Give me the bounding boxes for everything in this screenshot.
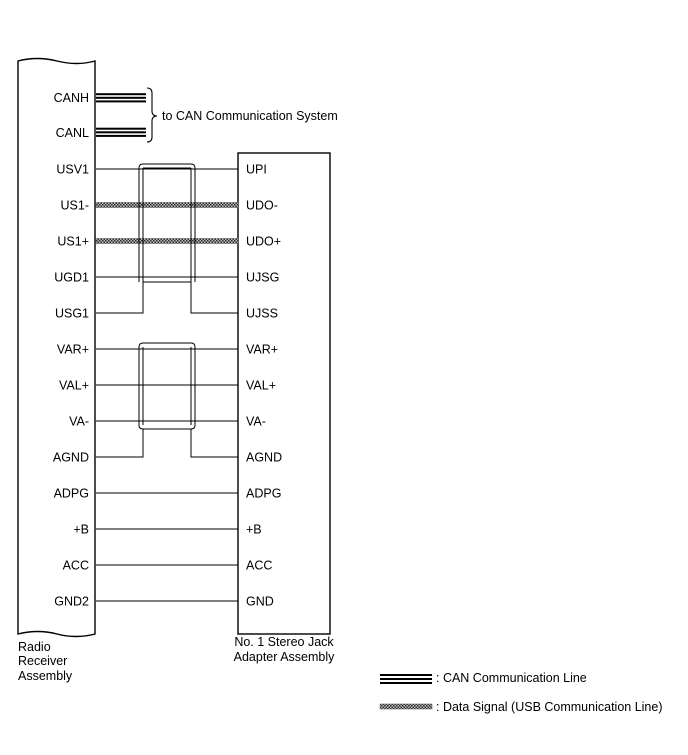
can-line-stroke bbox=[96, 131, 146, 133]
can-pin-label: CANL bbox=[55, 126, 89, 140]
can-line-stroke bbox=[96, 100, 146, 102]
radio-receiver-pin-label: GND2 bbox=[54, 594, 89, 609]
radio-receiver-pin-label: US1+ bbox=[57, 234, 89, 249]
legend-data-signal bbox=[380, 700, 663, 714]
stereo-jack-adapter-name bbox=[234, 635, 335, 664]
usb-data-wire bbox=[96, 239, 238, 244]
pin-row bbox=[53, 451, 282, 465]
stereo-jack-pin-label: UJSG bbox=[246, 270, 280, 285]
pin-row bbox=[73, 523, 261, 537]
can-pin bbox=[56, 126, 146, 140]
stereo-jack-pin-label: VA- bbox=[246, 414, 266, 429]
radio-receiver-pin-label: USV1 bbox=[56, 162, 89, 177]
stereo-jack-pin-label: VAR+ bbox=[246, 342, 279, 357]
radio-receiver-pin-label: AGND bbox=[52, 450, 89, 465]
legend-can-stroke bbox=[380, 674, 432, 676]
legend-can-line bbox=[380, 671, 587, 685]
radio-receiver-pin-label: VAR+ bbox=[56, 342, 89, 357]
radio-receiver-name-line: Assembly bbox=[18, 669, 73, 683]
can-pin bbox=[54, 91, 146, 105]
radio-receiver-pin-label: VAL+ bbox=[59, 378, 89, 393]
radio-receiver-pin-label: US1- bbox=[60, 198, 89, 213]
radio-receiver-pin-label: VA- bbox=[69, 414, 89, 429]
legend-can-stroke bbox=[380, 678, 432, 680]
stereo-jack-pin-label: GND bbox=[246, 594, 274, 609]
can-brace bbox=[147, 88, 157, 142]
legend-can-stroke bbox=[380, 682, 432, 684]
can-destination-label: to CAN Communication System bbox=[162, 109, 338, 123]
stereo-jack-pin-label: UDO+ bbox=[246, 234, 282, 249]
radio-receiver-pin-label: UGD1 bbox=[54, 270, 89, 285]
radio-receiver-pin-label: ADPG bbox=[53, 486, 89, 501]
can-line-stroke bbox=[96, 135, 146, 137]
radio-receiver-name bbox=[18, 640, 73, 683]
radio-receiver-name-line: Radio bbox=[18, 640, 51, 654]
shield-audio bbox=[96, 343, 238, 457]
pin-row bbox=[69, 415, 266, 429]
stereo-jack-pin-label: +B bbox=[246, 522, 262, 537]
can-line-stroke bbox=[96, 97, 146, 99]
stereo-jack-pin-label: ACC bbox=[246, 558, 273, 573]
can-pin-label: CANH bbox=[53, 91, 89, 105]
pin-row bbox=[56, 163, 267, 177]
stereo-jack-pin-label: UJSS bbox=[246, 306, 278, 321]
radio-receiver-pin-label: ACC bbox=[62, 558, 89, 573]
legend-data-signal-label: : Data Signal (USB Communication Line) bbox=[436, 700, 663, 714]
stereo-jack-pin-label: AGND bbox=[246, 450, 283, 465]
can-line-stroke bbox=[96, 93, 146, 95]
legend-can-label: : CAN Communication Line bbox=[436, 671, 587, 685]
stereo-jack-adapter-name-line: Adapter Assembly bbox=[233, 650, 335, 664]
usb-data-wire bbox=[96, 203, 238, 208]
can-line-stroke bbox=[96, 128, 146, 130]
stereo-jack-pin-label: UDO- bbox=[246, 198, 278, 213]
pin-row bbox=[54, 487, 282, 501]
stereo-jack-pin-label: UPI bbox=[246, 162, 267, 177]
radio-receiver-name-line: Receiver bbox=[18, 654, 68, 668]
radio-receiver-pin-label: +B bbox=[73, 522, 89, 537]
stereo-jack-pin-label: ADPG bbox=[246, 486, 282, 501]
stereo-jack-adapter-name-line: No. 1 Stereo Jack bbox=[234, 635, 334, 649]
legend-usb-stroke bbox=[380, 704, 432, 709]
stereo-jack-pin-label: VAL+ bbox=[246, 378, 276, 393]
radio-receiver-pin-label: USG1 bbox=[54, 306, 89, 321]
